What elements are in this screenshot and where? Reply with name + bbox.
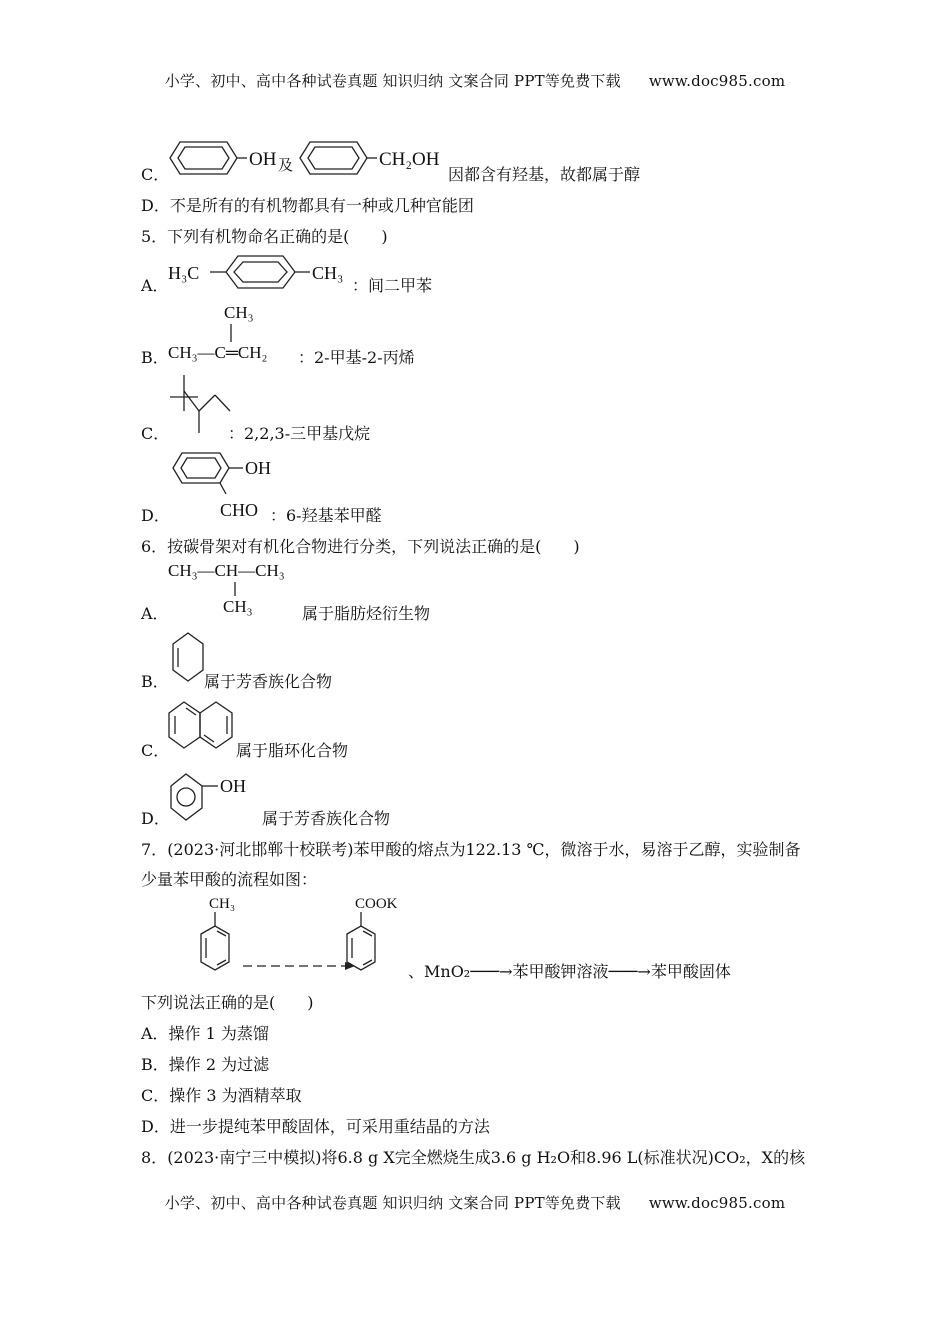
- q5-option-b-text: ：2-甲基-2-丙烯: [298, 348, 415, 367]
- q7-question: 下列说法正确的是( ): [141, 993, 314, 1012]
- q6-option-d-text: 属于芳香族化合物: [262, 809, 391, 828]
- q5-option-d-label: D．: [141, 506, 170, 525]
- q5-b-ch3-top: CH₃: [224, 303, 254, 322]
- q6-option-b-label: B．: [141, 672, 169, 691]
- q7-flow-cook: COOK: [355, 896, 398, 912]
- benzene-ring-icon: [347, 926, 375, 970]
- q8-stem: [141, 1145, 805, 1168]
- q4-c-structures: [165, 138, 465, 178]
- page-footer: [0, 1192, 950, 1213]
- q5-option-c-label: C．: [141, 424, 170, 443]
- q5-a-structure: [168, 252, 368, 292]
- q6-c-naphthalene-icon: [166, 698, 238, 754]
- q6-d-phenol-structure: [168, 770, 268, 826]
- q7-stem-line2: 少量苯甲酸的流程如图：: [141, 870, 318, 889]
- q6-d-oh: OH: [220, 776, 246, 796]
- header-url[interactable]: www.doc985.com: [648, 72, 786, 90]
- q4-option-d: D．不是所有的有机物都具有一种或几种官能团: [141, 196, 474, 215]
- benzene-ring-icon: [171, 774, 202, 820]
- q4-c-ch2oh: CH₂OH: [379, 149, 440, 170]
- q7-option-c: C．操作 3 为酒精萃取: [141, 1086, 302, 1105]
- q7-stem: [141, 837, 800, 860]
- page-header: [0, 70, 950, 91]
- q5-a-ch3: CH₃: [312, 263, 344, 283]
- q8-number: 8．: [141, 1148, 168, 1167]
- q6-stem: 6．按碳骨架对有机化合物进行分类，下列说法正确的是( ): [141, 537, 580, 556]
- q5-option-a-text: ：间二甲苯: [352, 276, 433, 295]
- q5-b-structure: [168, 300, 308, 366]
- q6-option-c-label: C．: [141, 741, 170, 760]
- q4-option-c-label: C．: [141, 165, 170, 184]
- q4-c-oh: OH: [249, 149, 277, 170]
- q7-flow-structures: [195, 892, 425, 982]
- benzene-ring-icon: [226, 256, 295, 288]
- q6-a-ch3: CH₃: [223, 597, 253, 616]
- q8-source: (2023·南宁三中模拟): [167, 1148, 322, 1167]
- q7-flow-ch3: CH₃: [209, 896, 236, 912]
- q5-option-a-label: A．: [141, 276, 169, 295]
- benzene-ring-icon: [201, 926, 229, 970]
- q5-option-d-text: ：6-羟基苯甲醛: [270, 506, 382, 525]
- header-text: 小学、初中、高中各种试卷真题 知识归纳 文案合同 PPT等免费下载: [164, 72, 621, 90]
- q7-stem-text: 苯甲酸的熔点为122.13 ℃，微溶于水，易溶于乙醇，实验制备: [353, 840, 801, 859]
- footer-url[interactable]: www.doc985.com: [648, 1194, 786, 1212]
- q6-option-c-text: 属于脂环化合物: [236, 741, 349, 760]
- q5-stem: 5．下列有机物命名正确的是( ): [141, 227, 388, 246]
- footer-text: 小学、初中、高中各种试卷真题 知识归纳 文案合同 PPT等免费下载: [164, 1194, 621, 1212]
- q6-a-main: CH₃—CH—CH₃: [168, 561, 285, 580]
- q8-stem-text: 将6.8 g X完全燃烧生成3.6 g H₂O和8.96 L(标准状况)CO₂，X的核: [321, 1148, 806, 1167]
- q7-number: 7．: [141, 840, 168, 859]
- q6-option-b-text: 属于芳香族化合物: [204, 672, 333, 691]
- q7-option-d: D．进一步提纯苯甲酸固体，可采用重结晶的方法: [141, 1117, 490, 1136]
- q6-option-d-label: D．: [141, 809, 170, 828]
- q5-option-b-label: B．: [141, 348, 169, 367]
- q5-a-h3c: H₃C: [168, 263, 200, 283]
- q5-option-c-text: ：2,2,3-三甲基戊烷: [228, 424, 371, 443]
- q7-option-a: A．操作 1 为蒸馏: [141, 1024, 269, 1043]
- q7-option-b: B．操作 2 为过滤: [141, 1055, 270, 1074]
- q5-d-oh: OH: [245, 458, 271, 478]
- q7-flow-text: 、MnO₂───→苯甲酸钾溶液───→苯甲酸固体: [408, 962, 731, 981]
- q4-c-and: 及: [278, 158, 294, 174]
- q5-d-cho: CHO: [220, 500, 259, 520]
- q6-option-a-text: 属于脂肪烃衍生物: [302, 604, 431, 623]
- q4-option-c-text: 因都含有羟基，故都属于醇: [448, 165, 641, 184]
- q6-a-structure: [168, 558, 308, 620]
- q6-option-a-label: A．: [141, 604, 169, 623]
- q5-b-main: CH₃—C═CH₂: [168, 343, 268, 362]
- q7-source: (2023·河北邯郸十校联考): [167, 840, 354, 859]
